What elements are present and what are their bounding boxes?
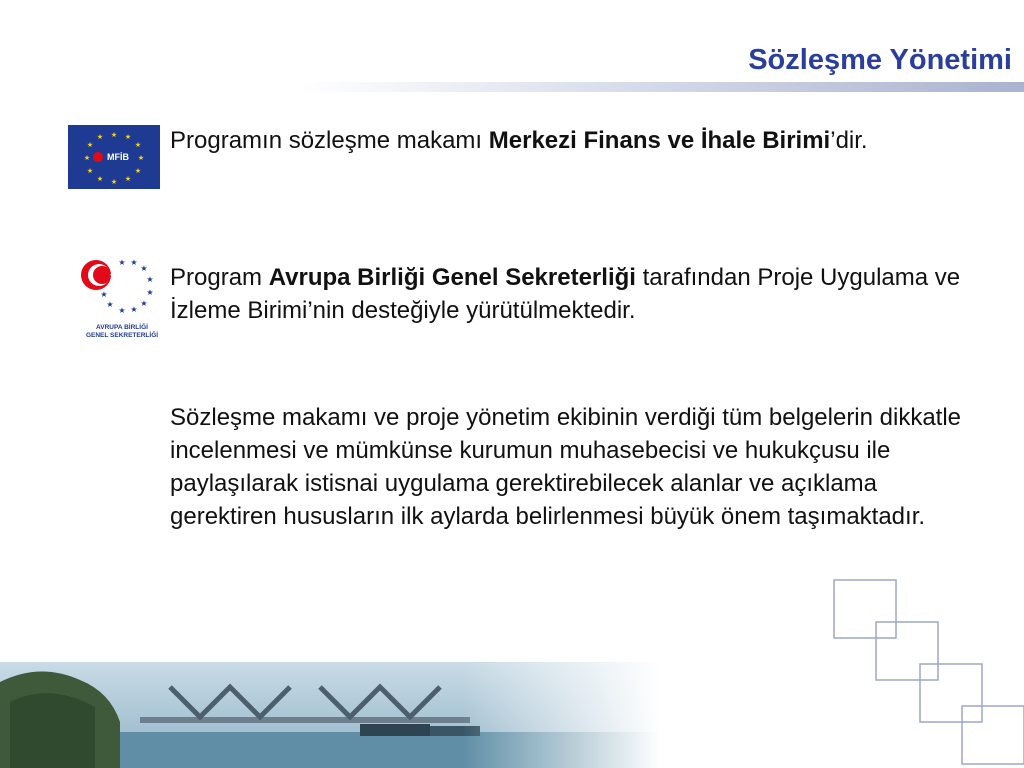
slide-title: Sözleşme Yönetimi xyxy=(748,44,1012,76)
svg-text:★: ★ xyxy=(140,299,148,308)
svg-text:★: ★ xyxy=(134,141,142,149)
svg-text:★: ★ xyxy=(109,271,117,280)
p2-bold: Avrupa Birliği Genel Sekreterliği xyxy=(268,264,636,291)
abgs-logo-icon xyxy=(78,255,166,345)
mfib-logo-text: MFİB xyxy=(107,152,129,162)
title-underline-bar xyxy=(300,82,1024,92)
svg-text:★: ★ xyxy=(106,300,114,309)
mfib-logo-icon xyxy=(68,125,160,189)
svg-text:★: ★ xyxy=(134,167,142,175)
paragraph-document-review: Sözleşme makamı ve proje yönetim ekibinin verdiği tüm belgelerin dikkatle incelenmesi ve mümkünse kurumun muhasebecisi ve hukukçusu ile paylaşılarak istisnai uygulama gerektirebilecek alanlar ve açıklama gerektiren hususların ilk aylarda belirlenmesi büyük önem taşımaktadır. xyxy=(170,404,962,531)
svg-text:★: ★ xyxy=(130,258,138,267)
svg-text:★: ★ xyxy=(118,306,126,315)
svg-text:★: ★ xyxy=(140,264,148,273)
svg-text:★: ★ xyxy=(110,178,118,186)
svg-text:★: ★ xyxy=(124,133,132,141)
p1-bold: Merkezi Finans ve İhale Birimi xyxy=(488,127,831,154)
p2-prefix: Program xyxy=(170,264,269,291)
paragraph-program-execution xyxy=(170,261,970,327)
svg-text:★: ★ xyxy=(96,175,104,183)
svg-text:★: ★ xyxy=(146,275,154,284)
p2-suffix: tarafından Proje Uygulama ve İzleme Birimi’nin desteğiyle yürütülmektedir. xyxy=(170,264,961,325)
harbor-photo-strip xyxy=(0,662,660,768)
p1-suffix: ’dir. xyxy=(830,127,868,154)
decorative-squares xyxy=(824,578,1024,768)
svg-text:★: ★ xyxy=(86,141,94,149)
svg-text:★: ★ xyxy=(118,258,126,267)
svg-text:★: ★ xyxy=(86,167,94,175)
svg-text:★: ★ xyxy=(100,290,108,299)
abgs-logo-line2: GENEL SEKRETERLİĞİ xyxy=(85,332,159,339)
svg-text:★: ★ xyxy=(83,154,91,162)
svg-text:★: ★ xyxy=(124,175,132,183)
svg-text:★: ★ xyxy=(96,133,104,141)
abgs-logo-line1: AVRUPA BİRLİĞİ xyxy=(96,324,148,331)
svg-text:★: ★ xyxy=(110,131,118,139)
svg-text:★: ★ xyxy=(130,305,138,314)
p1-prefix: Programın sözleşme makamı xyxy=(170,127,489,154)
svg-text:★: ★ xyxy=(146,288,154,297)
svg-text:★: ★ xyxy=(137,154,145,162)
paragraph-contracting-authority xyxy=(170,124,970,157)
